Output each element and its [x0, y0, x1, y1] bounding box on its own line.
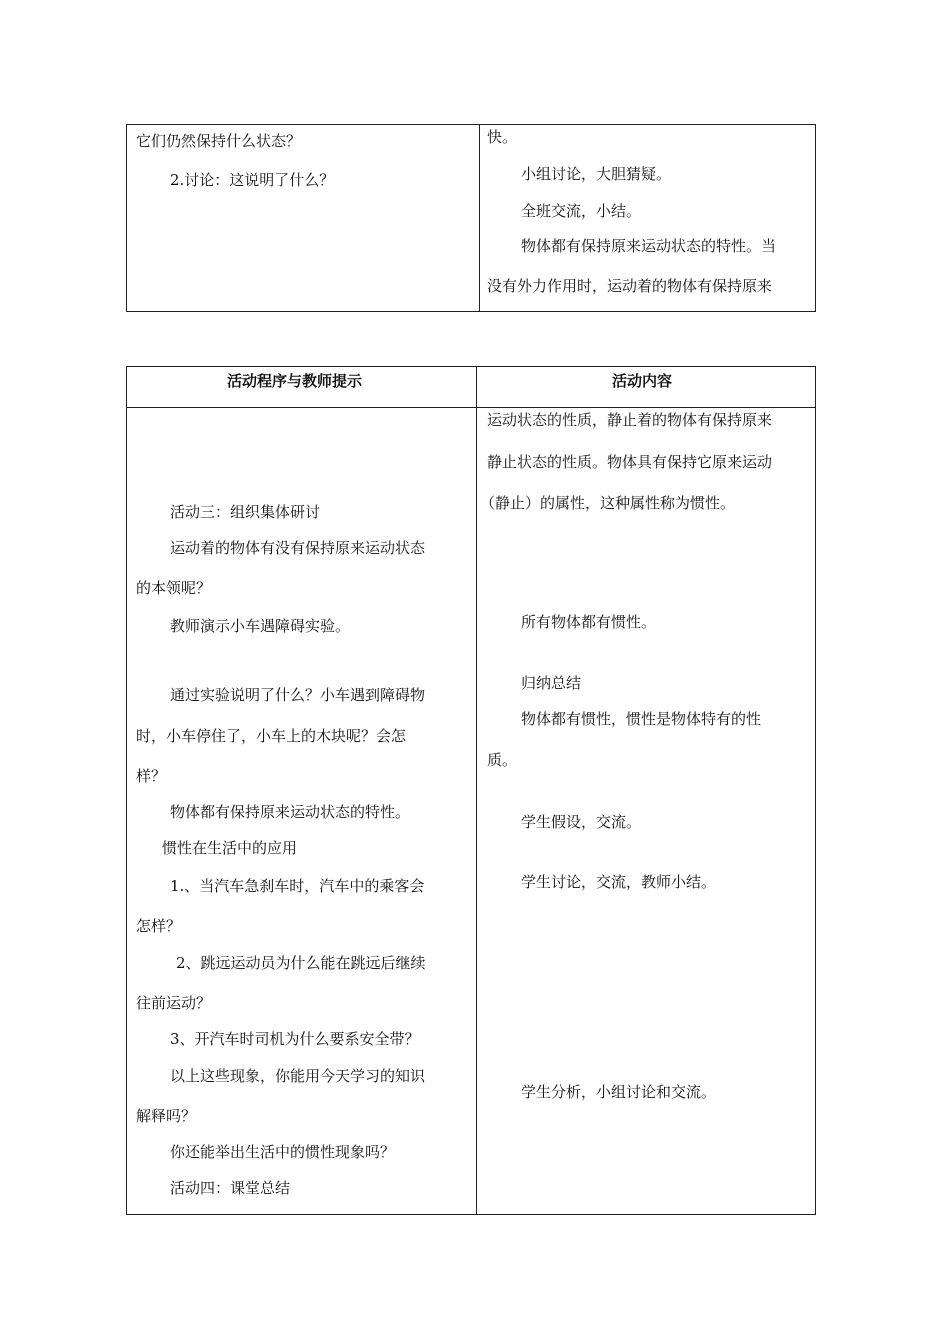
t2-left-line-13: 往前运动？ — [136, 994, 212, 1012]
t2-right-line-7: 质。 — [487, 751, 518, 769]
t2-left-line-16: 解释吗？ — [136, 1107, 197, 1125]
t2-right-line-9: 学生讨论，交流，教师小结。 — [521, 873, 717, 891]
t2-right-line-2: 静止状态的性质。物体具有保持它原来运动 — [487, 453, 773, 471]
t2-right-line-6: 物体都有惯性，惯性是物体特有的性 — [521, 710, 762, 728]
t2-left-line-5: 通过实验说明了什么？小车遇到障碍物 — [170, 686, 426, 704]
t2-left-line-8: 物体都有保持原来运动状态的特性。 — [170, 803, 411, 821]
t1-left-line-2: 2.讨论：这说明了什么？ — [170, 171, 335, 189]
t2-left-line-6: 时，小车停住了，小车上的木块呢？会怎 — [136, 727, 407, 745]
t2-left-line-14: 3、开汽车时司机为什么要系安全带？ — [170, 1030, 420, 1048]
t1-right-line-4: 物体都有保持原来运动状态的特性。当 — [521, 237, 777, 255]
t2-right-line-8: 学生假设，交流。 — [521, 813, 642, 831]
t2-left-line-2: 运动着的物体有没有保持原来运动状态 — [170, 539, 426, 557]
t1-right-line-5: 没有外力作用时，运动着的物体有保持原来 — [487, 277, 773, 295]
t2-right-line-10: 学生分析，小组讨论和交流。 — [521, 1083, 717, 1101]
header-activity-procedure: 活动程序与教师提示 — [227, 372, 363, 390]
t2-left-line-7: 样？ — [136, 767, 167, 785]
t1-right-line-2: 小组讨论，大胆猜疑。 — [521, 165, 672, 183]
t2-left-line-15: 以上这些现象，你能用今天学习的知识 — [170, 1067, 426, 1085]
t1-right-line-1: 快。 — [487, 128, 518, 146]
header-divider — [127, 407, 815, 408]
t2-left-line-4: 教师演示小车遇障碍实验。 — [170, 617, 351, 635]
t2-left-line-12: 2、跳远运动员为什么能在跳远后继续 — [176, 954, 426, 972]
t2-left-line-17: 你还能举出生活中的惯性现象吗？ — [170, 1143, 396, 1161]
t2-right-line-1: 运动状态的性质，静止着的物体有保持原来 — [487, 411, 773, 429]
t2-left-line-11: 怎样？ — [136, 917, 182, 935]
t1-left-line-1: 它们仍然保持什么状态？ — [136, 132, 302, 150]
t2-left-line-1: 活动三：组织集体研讨 — [170, 503, 321, 521]
t2-right-line-3: （静止）的属性，这种属性称为惯性。 — [480, 494, 736, 512]
column-divider — [479, 125, 480, 311]
t2-right-line-5: 归纳总结 — [521, 674, 582, 692]
t2-left-line-3: 的本领呢？ — [136, 579, 212, 597]
t1-right-line-3: 全班交流，小结。 — [521, 202, 642, 220]
t2-left-line-9: 惯性在生活中的应用 — [162, 839, 298, 857]
t2-left-line-18: 活动四：课堂总结 — [170, 1179, 291, 1197]
t2-left-line-10: 1.、当汽车急刹车时，汽车中的乘客会 — [170, 877, 425, 895]
column-divider — [476, 367, 477, 1214]
t2-right-line-4: 所有物体都有惯性。 — [521, 613, 657, 631]
header-activity-content: 活动内容 — [612, 372, 673, 390]
